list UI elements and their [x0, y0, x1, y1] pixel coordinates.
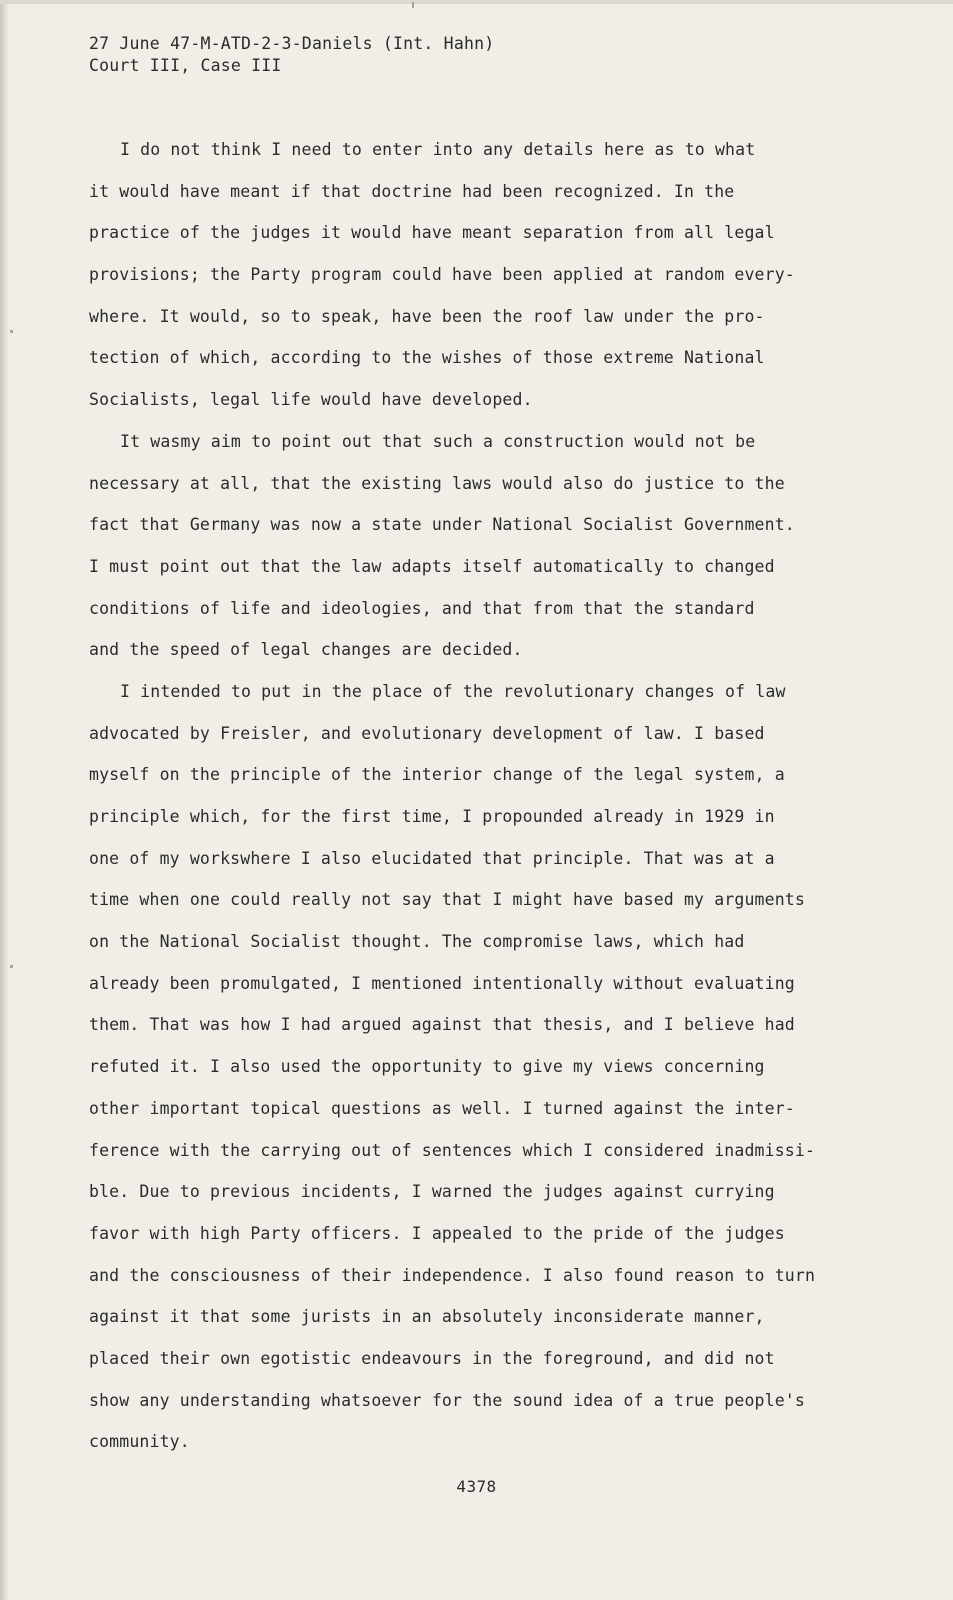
body-text-line: refuted it. I also used the opportunity to give my views concerning	[89, 1057, 765, 1077]
body-text-line: time when one could really not say that I might have based my arguments	[89, 890, 805, 910]
body-text-line: favor with high Party officers. I appealed to the pride of the judges	[89, 1223, 785, 1243]
body-text-line: already been promulgated, I mentioned intentionally without evaluating	[89, 973, 795, 993]
body-text-line: other important topical questions as well. I turned against the inter-	[89, 1098, 795, 1118]
body-text-line: on the National Socialist thought. The compromise laws, which had	[89, 932, 745, 952]
body-text-line: ble. Due to previous incidents, I warned the judges against currying	[89, 1182, 775, 1202]
scan-mark	[10, 965, 13, 968]
body-text-line: necessary at all, that the existing laws would also do justice to the	[89, 473, 785, 493]
body-text-line: principle which, for the first time, I propounded already in 1929 in	[89, 807, 775, 826]
body-text-line: provisions; the Party program could have been applied at random every-	[89, 265, 795, 285]
body-text-line: them. That was how I had argued against that thesis, and I believe had	[89, 1015, 795, 1035]
body-text-line: against it that some jurists in an absolutely inconsiderate manner,	[89, 1307, 765, 1327]
scan-mark	[412, 2, 414, 8]
page-top-edge	[0, 0, 953, 4]
document-body	[89, 139, 834, 1473]
page-number: 4378	[456, 1477, 497, 1496]
body-text-line: I do not think I need to enter into any details here as to what	[120, 140, 756, 159]
header-line-court-case: Court III, Case III	[89, 56, 282, 75]
body-text-line: I intended to put in the place of the revolutionary changes of law	[120, 681, 786, 701]
body-text-line: community.	[89, 1432, 190, 1452]
body-text-line: practice of the judges it would have meant separation from all legal	[89, 223, 775, 243]
body-text-line: one of my workswhere I also elucidated that principle. That was at a	[89, 848, 775, 868]
body-text-line: conditions of life and ideologies, and that from that the standard	[89, 598, 755, 618]
body-text-line: where. It would, so to speak, have been the roof law under the pro-	[89, 306, 765, 326]
body-text-line: advocated by Freisler, and evolutionary development of law. I based	[89, 723, 765, 743]
body-text-line: It wasmy aim to point out that such a construction would not be	[120, 431, 756, 451]
body-text-line: and the speed of legal changes are decided.	[89, 640, 523, 660]
header-line-date-reference: 27 June 47-M-ATD-2-3-Daniels (Int. Hahn)	[89, 34, 495, 53]
body-text-line: I must point out that the law adapts itself automatically to changed	[89, 556, 775, 576]
body-text-line: placed their own egotistic endeavours in the foreground, and did not	[89, 1348, 775, 1368]
body-text-line: ference with the carrying out of sentences which I considered inadmissi-	[89, 1140, 816, 1160]
body-text-line: show any understanding whatsoever for the sound idea of a true people's	[89, 1390, 805, 1410]
body-text-line: and the consciousness of their independence. I also found reason to turn	[89, 1265, 816, 1285]
scan-mark	[10, 330, 13, 333]
document-header	[89, 33, 494, 77]
body-text-line: tection of which, according to the wishes of those extreme National	[89, 348, 765, 368]
page-left-edge	[0, 0, 8, 1600]
body-text-line: it would have meant if that doctrine had been recognized. In the	[89, 181, 735, 201]
body-text-line: fact that Germany was now a state under National Socialist Government.	[89, 515, 795, 535]
body-text-line: Socialists, legal life would have developed.	[89, 390, 533, 410]
body-text-line: myself on the principle of the interior change of the legal system, a	[89, 765, 785, 785]
